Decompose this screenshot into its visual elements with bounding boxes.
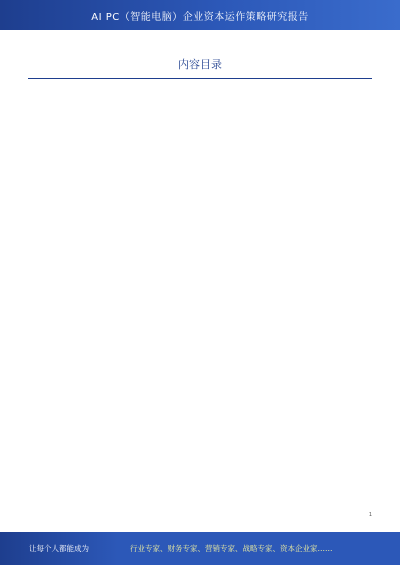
footer-right: [118, 532, 400, 565]
footer-banner: [0, 532, 400, 565]
toc-title: 内容目录: [178, 58, 222, 71]
footer-left: [0, 532, 118, 565]
report-title: AI PC（智能电脑）企业资本运作策略研究报告: [91, 12, 309, 23]
footer-slogan-right: 行业专家、财务专家、营销专家、战略专家、资本企业家……: [130, 544, 333, 553]
toc-divider: [28, 78, 372, 79]
page-number: 1: [368, 512, 372, 518]
report-header: [0, 0, 400, 30]
footer-slogan-left: 让每个人都能成为: [29, 544, 89, 553]
